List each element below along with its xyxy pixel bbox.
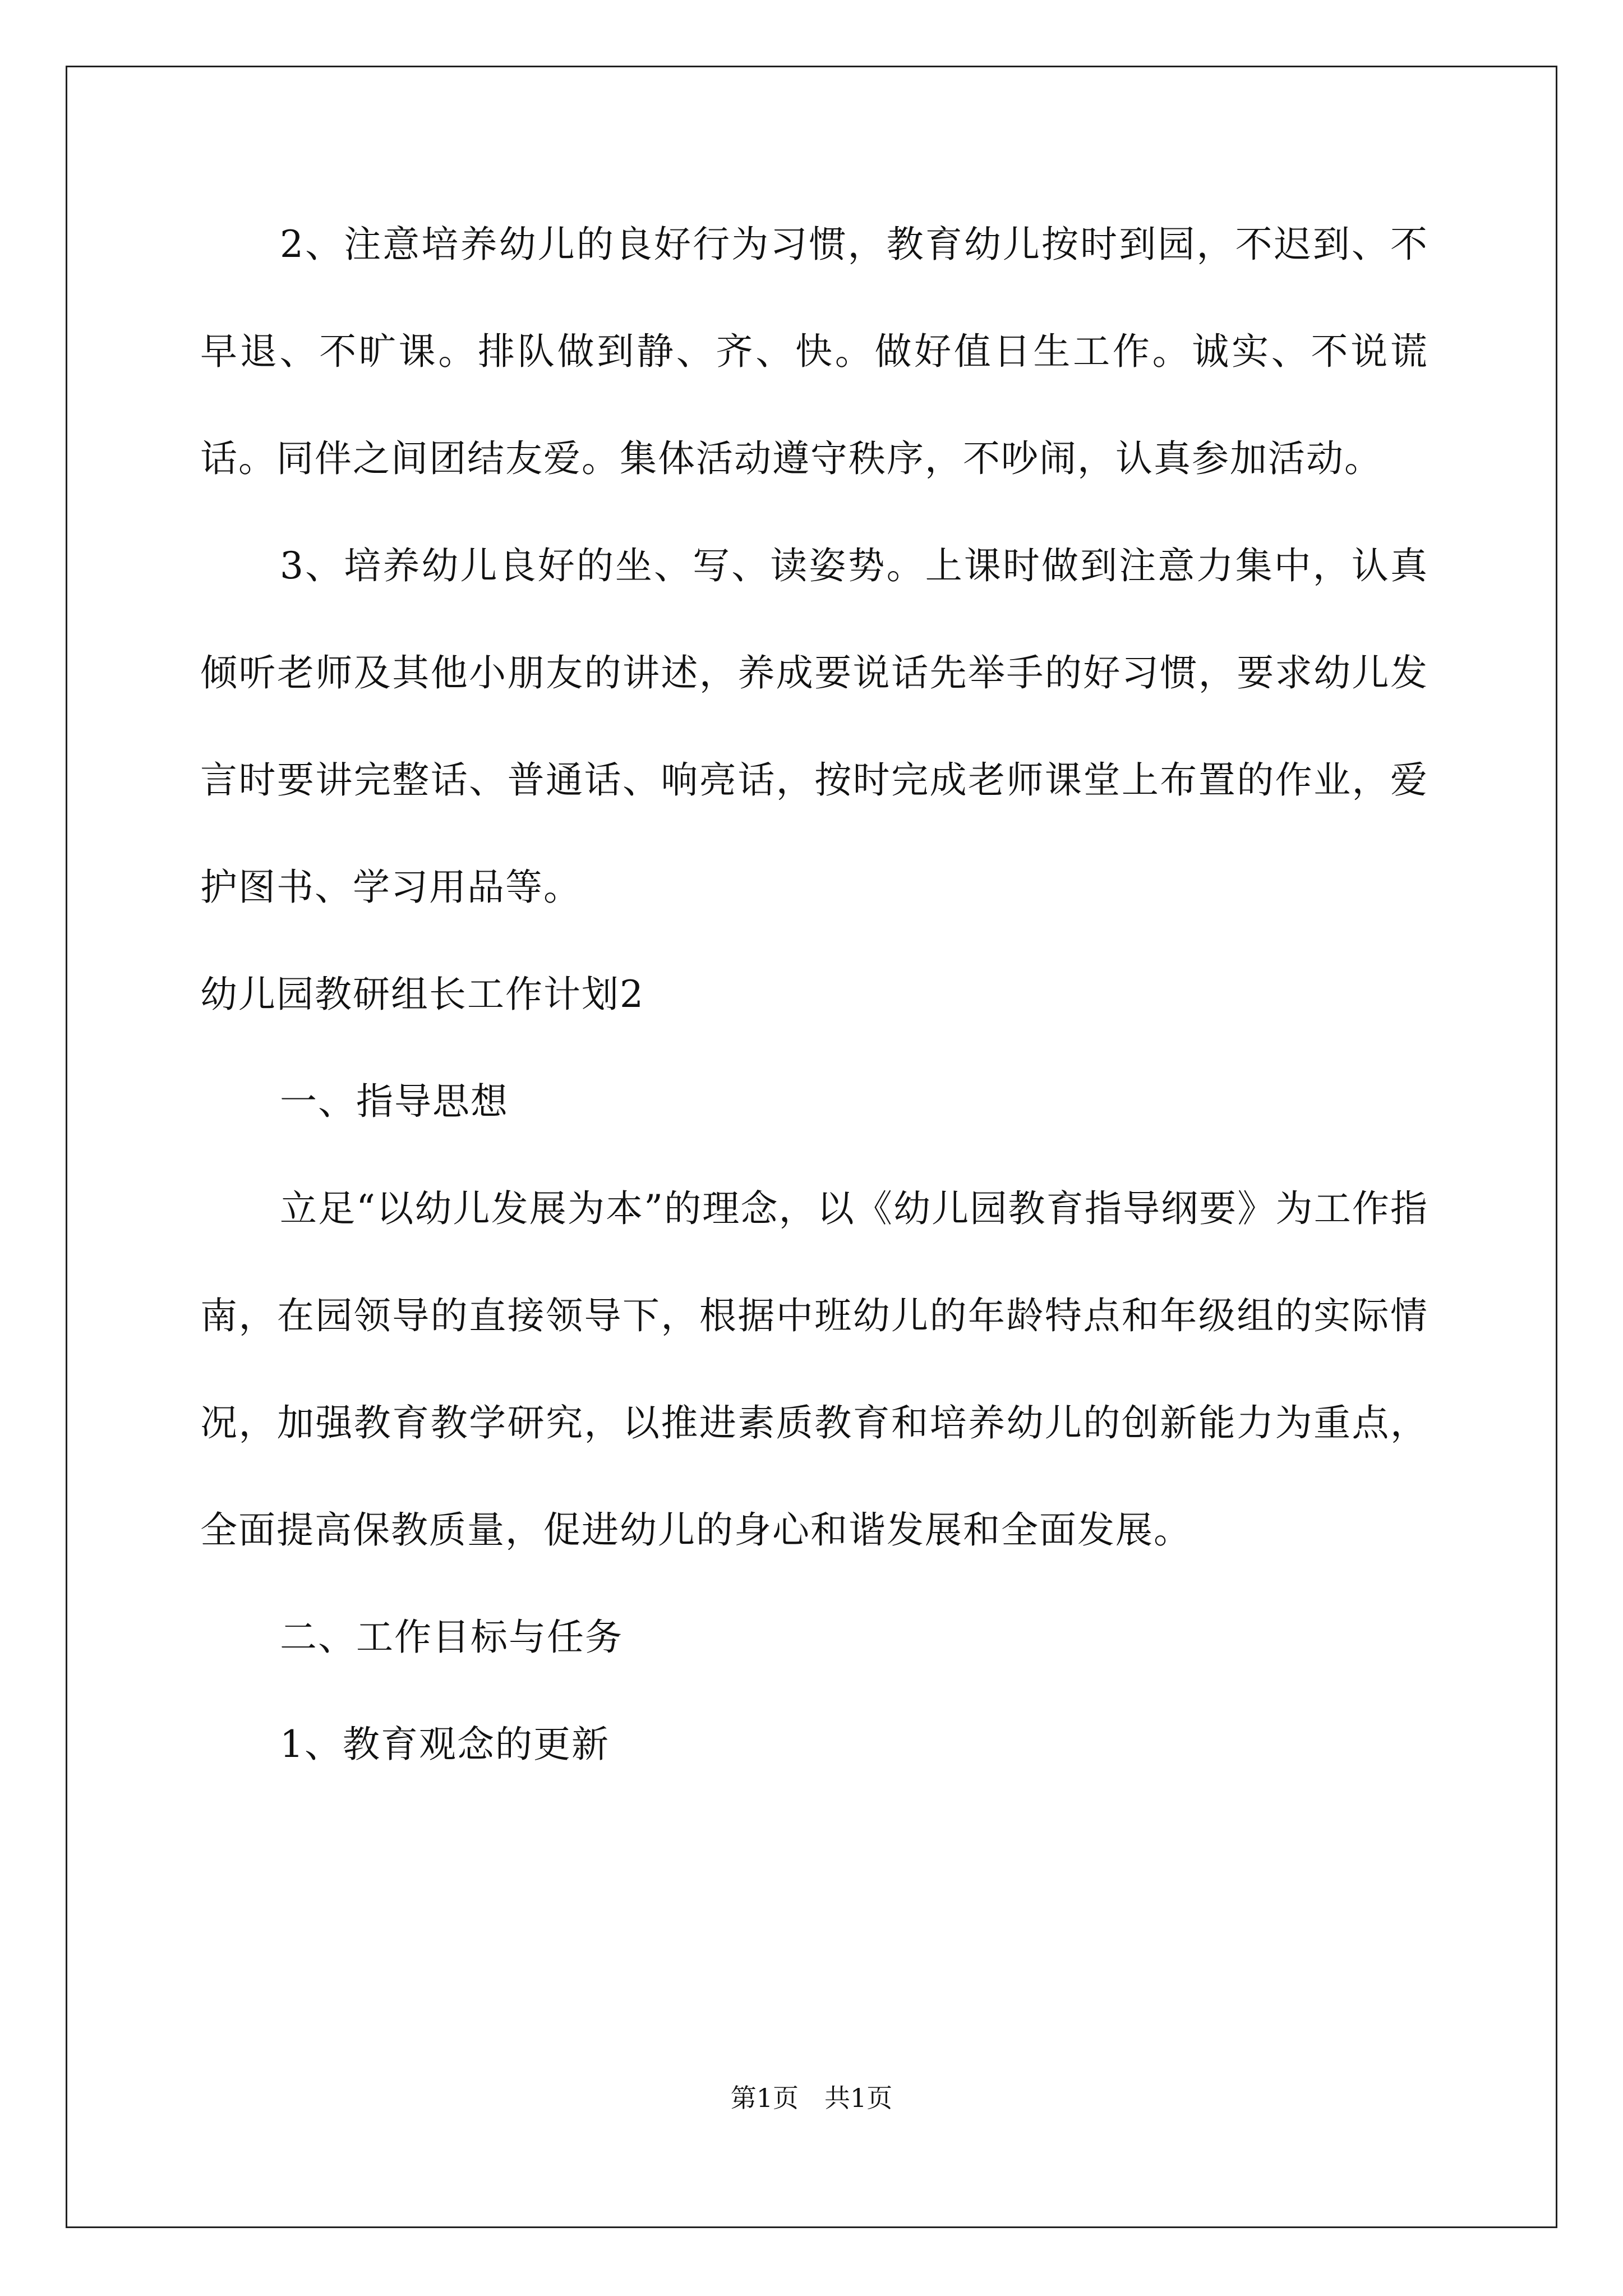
paragraph-guiding-ideology: 立足“以幼儿发展为本”的理念，以《幼儿园教育指导纲要》为工作指南，在园领导的直接领导下，根据中班幼儿的年龄特点和年级组的实际情况，加强教育教学研究，以推进素质教育和培养幼儿的创新能力为重点，全面提高保教质量，促进幼儿的身心和谐发展和全面发展。 xyxy=(200,1187,1428,1552)
page-number-footer: 第1页 共1页 xyxy=(730,2083,893,2113)
document-body xyxy=(200,191,1428,1798)
paragraph-behavior-habits: 2、注意培养幼儿的良好行为习惯，教育幼儿按时到园，不迟到、不早退、不旷课。排队做到静、齐、快。做好值日生工作。诚实、不说谎话。同伴之间团结友爱。集体活动遵守秩序，不吵闹，认真参加活动。 xyxy=(200,223,1428,480)
heading-guiding-ideology: 一、指导思想 xyxy=(280,1080,509,1123)
subheading-concept-update: 1、教育观念的更新 xyxy=(280,1723,610,1766)
heading-goals-tasks: 二、工作目标与任务 xyxy=(280,1616,623,1659)
paragraph-posture-habits: 3、培养幼儿良好的坐、写、读姿势。上课时做到注意力集中，认真倾听老师及其他小朋友的讲述，养成要说话先举手的好习惯，要求幼儿发言时要讲完整话、普通话、响亮话，按时完成老师课堂上布置的作业，爱护图书、学习用品等。 xyxy=(200,544,1428,909)
section-title: 幼儿园教研组长工作计划2 xyxy=(200,973,644,1016)
